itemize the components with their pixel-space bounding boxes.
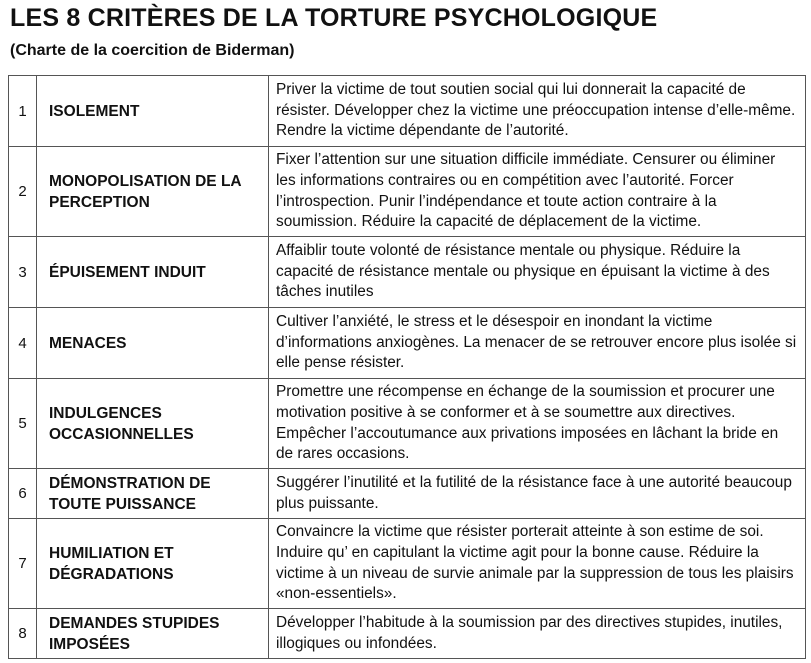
table-row <box>9 519 806 609</box>
criterion-number: 3 <box>9 237 37 308</box>
table-row <box>9 237 806 308</box>
criterion-description: Cultiver l’anxiété, le stress et le désespoir en inondant la victime d’informations anxiogènes. La menacer de se retrouver encore plus isolée si elle pense résister. <box>269 308 806 379</box>
criterion-number: 7 <box>9 519 37 609</box>
criterion-description: Développer l’habitude à la soumission par des directives stupides, inutiles, illogiques ou infondées. <box>269 609 806 659</box>
criterion-name: HUMILIATION ET DÉGRADATIONS <box>37 519 269 609</box>
criterion-description: Suggérer l’inutilité et la futilité de la résistance face à une autorité beaucoup plus puissante. <box>269 469 806 519</box>
criterion-description: Convaincre la victime que résister porterait atteinte à son estime de soi. Induire qu’ en capitulant la victime agit pour la bonne cause. Réduire la victime à un niveau de survie animale par la suppression de tous les plaisirs «non-essentiels». <box>269 519 806 609</box>
criterion-name: INDULGENCES OCCASIONNELLES <box>37 379 269 469</box>
criterion-number: 4 <box>9 308 37 379</box>
criterion-description: Promettre une récompense en échange de la soumission et procurer une motivation positive à se conformer et à se soumettre aux directives. Empêcher l’accoutumance aux privations imposées en lâchant la bride en de rares occasions. <box>269 379 806 469</box>
criterion-description: Affaiblir toute volonté de résistance mentale ou physique. Réduire la capacité de résistance mentale ou physique en épuisant la victime à des tâches inutiles <box>269 237 806 308</box>
page-subtitle: (Charte de la coercition de Biderman) <box>10 42 295 59</box>
table-row <box>9 76 806 147</box>
criterion-name: MONOPOLISATION DE LA PERCEPTION <box>37 147 269 237</box>
criterion-name: ISOLEMENT <box>37 76 269 147</box>
criterion-name: MENACES <box>37 308 269 379</box>
criterion-number: 5 <box>9 379 37 469</box>
criterion-description: Fixer l’attention sur une situation difficile immédiate. Censurer ou éliminer les informations contraires ou en compétition avec l’autorité. Forcer l’introspection. Punir l’indépendance et toute action contraire à la soumission. Réduire la capacité de déplacement de la victime. <box>269 147 806 237</box>
criterion-name: DEMANDES STUPIDES IMPOSÉES <box>37 609 269 659</box>
criterion-number: 6 <box>9 469 37 519</box>
criterion-number: 8 <box>9 609 37 659</box>
criteria-table <box>8 75 806 659</box>
table-row <box>9 147 806 237</box>
table-row <box>9 308 806 379</box>
table-row <box>9 469 806 519</box>
table-row <box>9 609 806 659</box>
criterion-name: DÉMONSTRATION DE TOUTE PUISSANCE <box>37 469 269 519</box>
criterion-number: 1 <box>9 76 37 147</box>
criterion-name: ÉPUISEMENT INDUIT <box>37 237 269 308</box>
page-title: LES 8 CRITÈRES DE LA TORTURE PSYCHOLOGIQUE <box>10 4 658 32</box>
criterion-number: 2 <box>9 147 37 237</box>
table-row <box>9 379 806 469</box>
criterion-description: Priver la victime de tout soutien social qui lui donnerait la capacité de résister. Développer chez la victime une préoccupation intense d’elle-même. Rendre la victime dépendante de l’autorité. <box>269 76 806 147</box>
